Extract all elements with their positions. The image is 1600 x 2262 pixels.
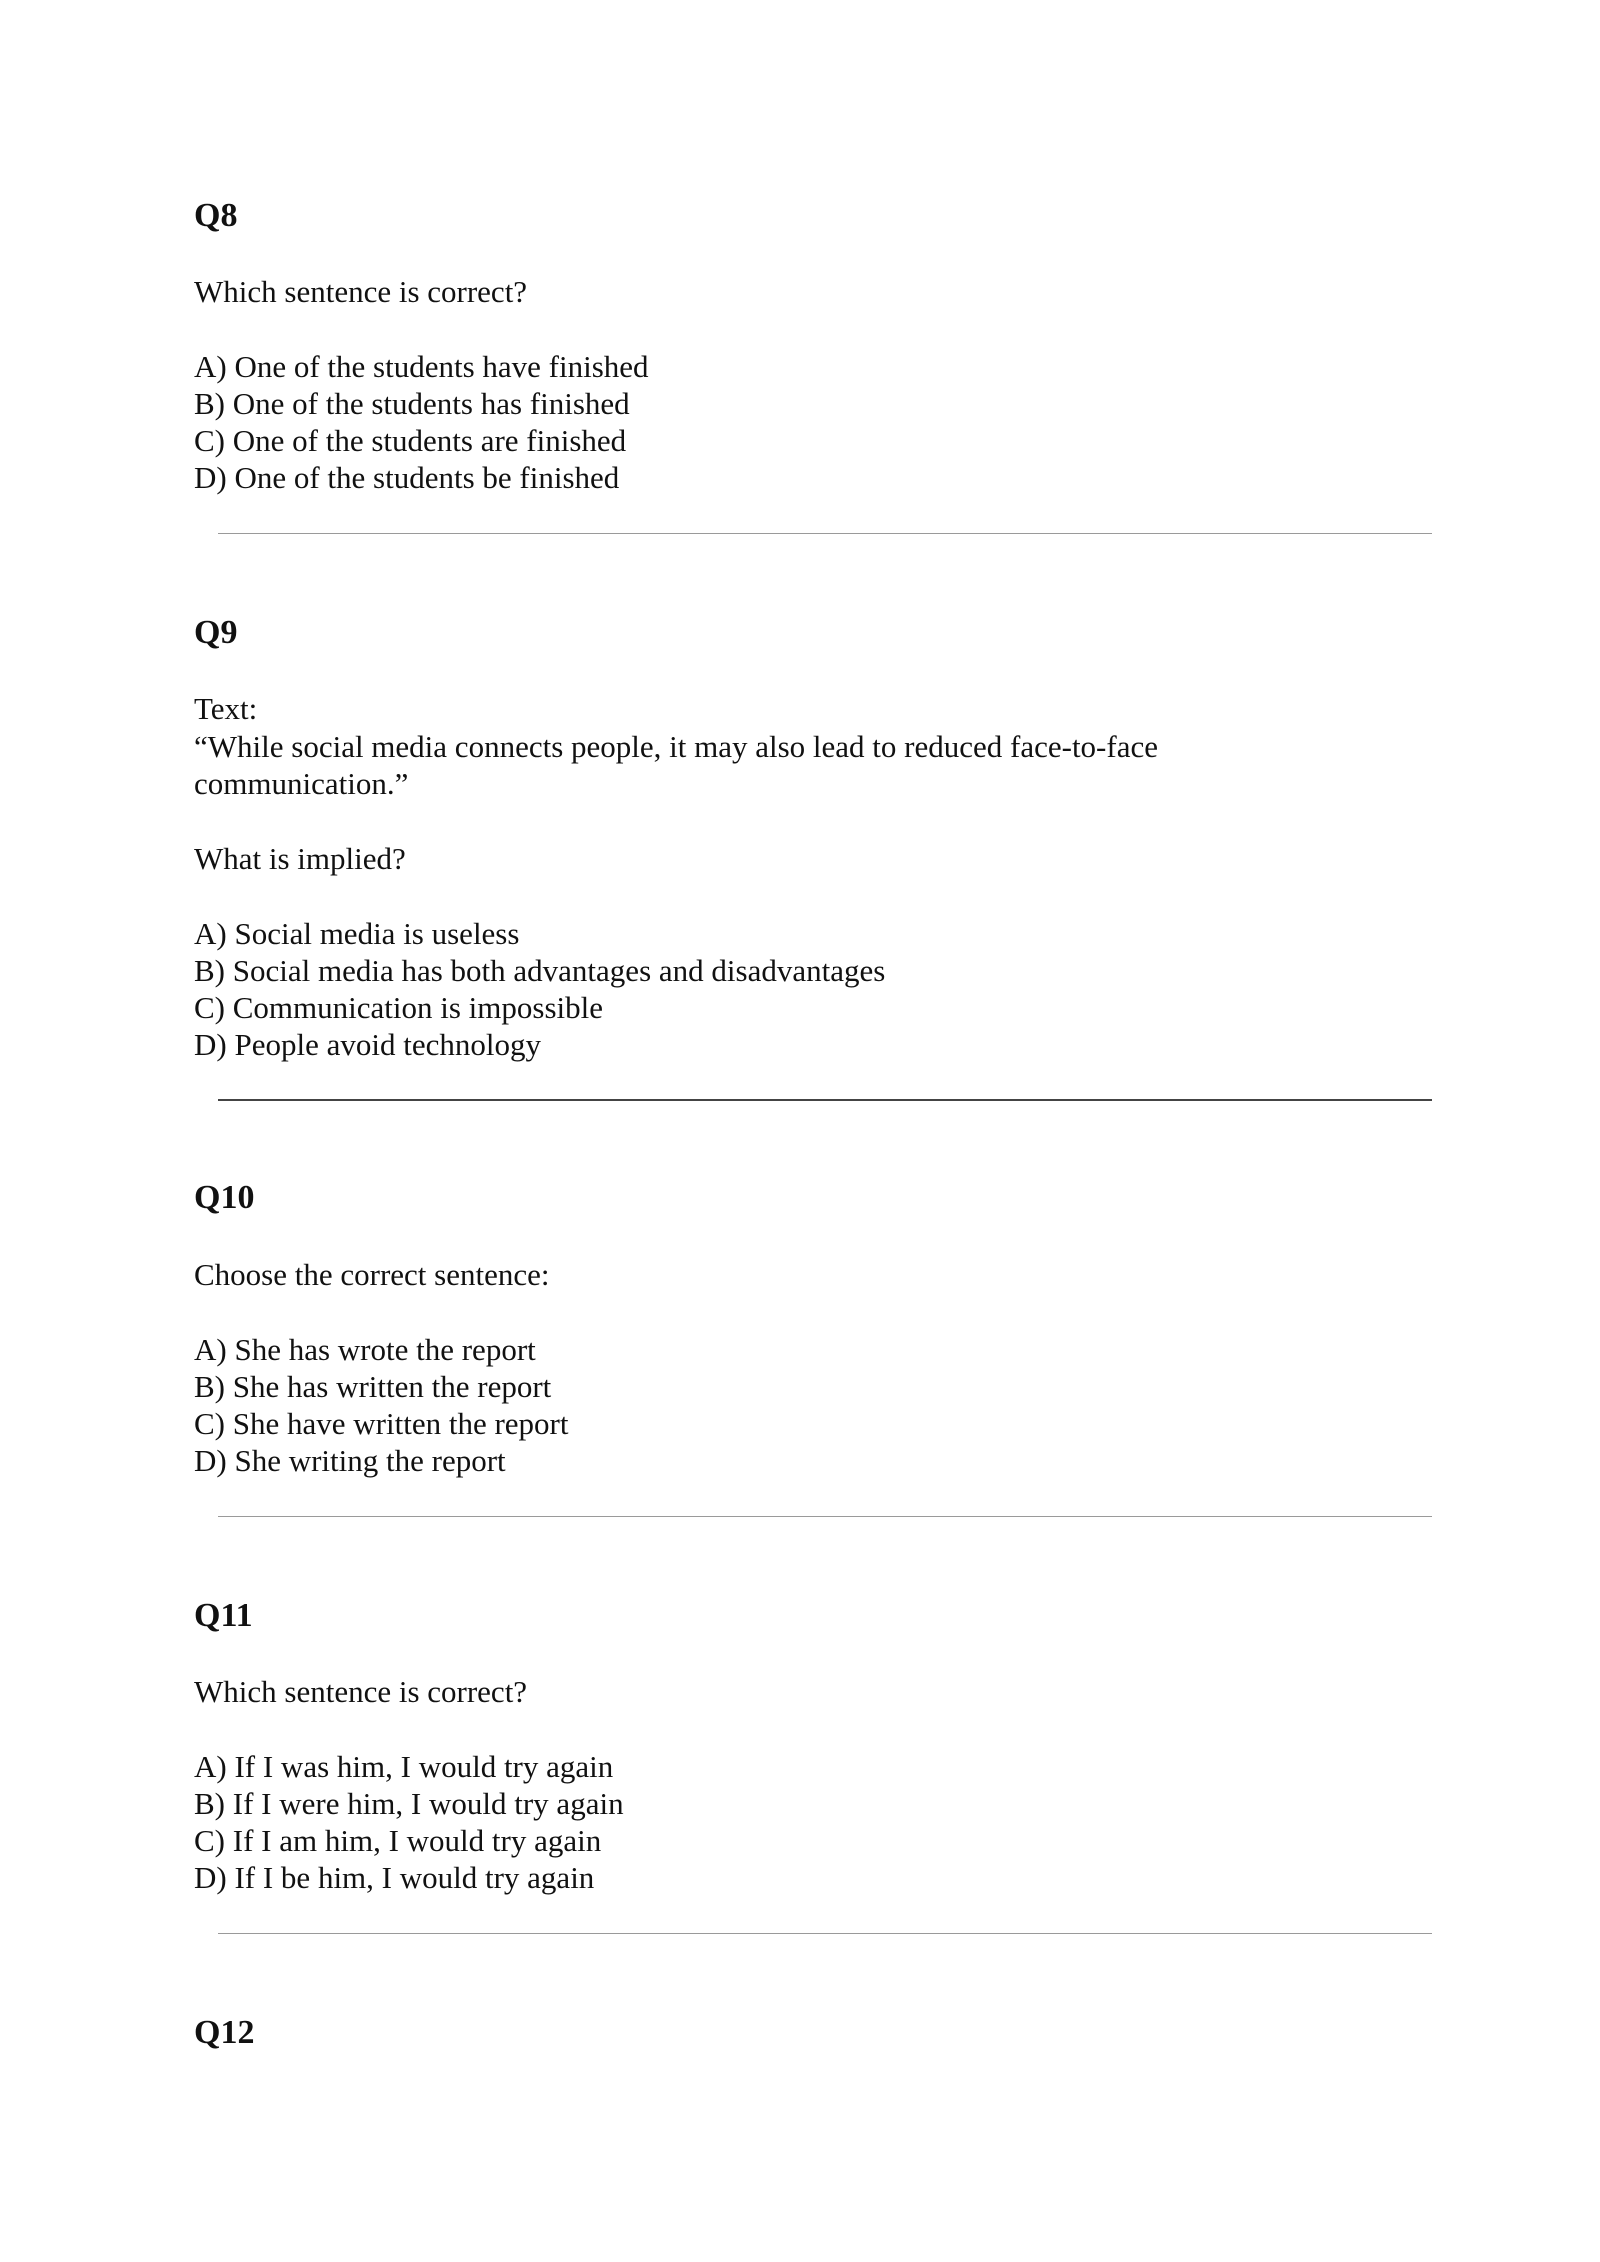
- question-number: Q8: [194, 197, 238, 234]
- question-prompt: Which sentence is correct?: [194, 1674, 528, 1709]
- section-divider: [218, 1516, 1432, 1517]
- question-number: Q9: [194, 614, 238, 651]
- section-divider: [218, 533, 1432, 534]
- answer-option: A) One of the students have finished: [194, 349, 649, 384]
- answer-options: [194, 348, 649, 496]
- answer-option: A) She has wrote the report: [194, 1332, 536, 1367]
- answer-options: [194, 1748, 624, 1896]
- answer-options: [194, 915, 885, 1063]
- question-prompt: Choose the correct sentence:: [194, 1257, 550, 1292]
- answer-option: B) She has written the report: [194, 1369, 552, 1404]
- answer-option: D) She writing the report: [194, 1443, 506, 1478]
- answer-option: D) One of the students be finished: [194, 460, 620, 495]
- answer-option: B) If I were him, I would try again: [194, 1786, 624, 1821]
- question-prompt: What is implied?: [194, 841, 406, 876]
- question-number: Q11: [194, 1597, 253, 1634]
- question-number: Q12: [194, 2014, 255, 2051]
- question-prompt: Which sentence is correct?: [194, 274, 528, 309]
- answer-option: A) If I was him, I would try again: [194, 1749, 614, 1784]
- section-divider: [218, 1933, 1432, 1934]
- quoted-text-line: “While social media connects people, it may also lead to reduced face-to-face: [194, 729, 1158, 764]
- answer-option: D) People avoid technology: [194, 1027, 541, 1062]
- answer-option: A) Social media is useless: [194, 916, 520, 951]
- answer-option: B) Social media has both advantages and disadvantages: [194, 953, 886, 988]
- answer-option: C) If I am him, I would try again: [194, 1823, 602, 1858]
- answer-option: C) Communication is impossible: [194, 990, 604, 1025]
- answer-option: D) If I be him, I would try again: [194, 1860, 595, 1895]
- question-number: Q10: [194, 1179, 255, 1216]
- section-divider: [218, 1099, 1432, 1101]
- answer-option: B) One of the students has finished: [194, 386, 630, 421]
- quoted-text-line: communication.”: [194, 766, 409, 801]
- text-label: Text:: [194, 691, 258, 726]
- answer-option: C) One of the students are finished: [194, 423, 627, 458]
- answer-options: [194, 1331, 568, 1479]
- answer-option: C) She have written the report: [194, 1406, 569, 1441]
